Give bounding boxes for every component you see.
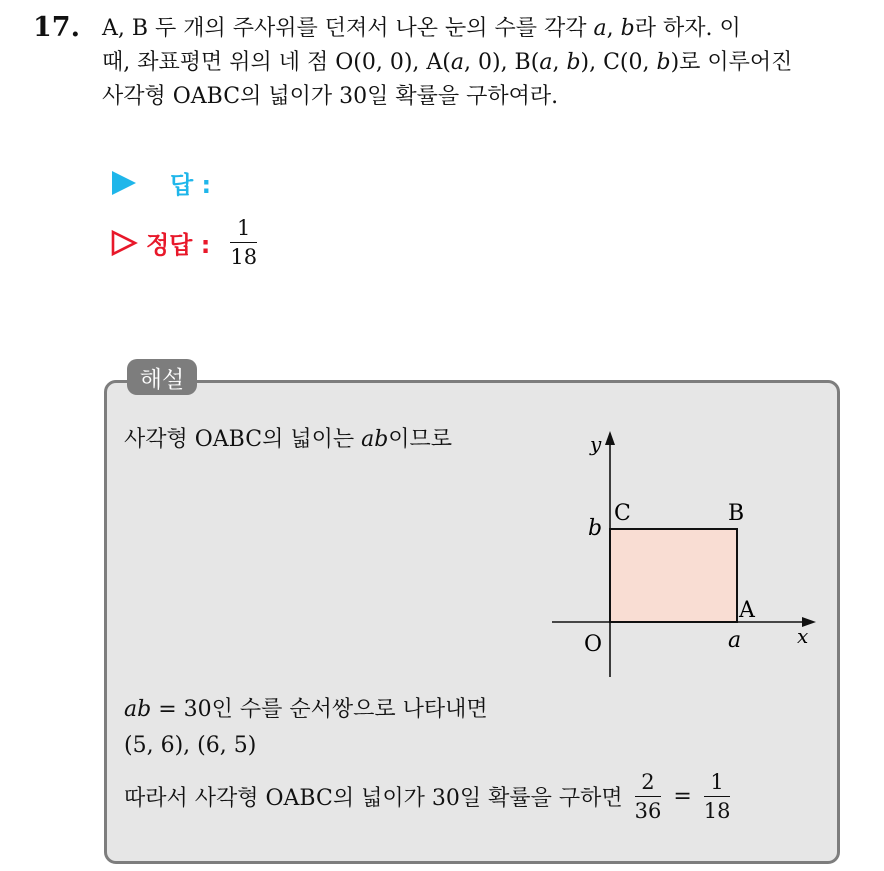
y-axis-label: y	[590, 432, 602, 456]
fraction-denominator: 18	[230, 245, 258, 269]
coordinate-graph	[540, 425, 830, 680]
answer-label: 답 :	[170, 171, 212, 199]
point-b-label: B	[728, 501, 745, 526]
y-axis-arrow-icon	[605, 431, 615, 445]
play-arrow-icon	[110, 169, 138, 197]
x-axis-label: x	[797, 624, 809, 648]
solution-line-3: (5, 6), (6, 5)	[124, 733, 257, 758]
point-c-label: C	[614, 501, 631, 526]
correct-answer-fraction	[230, 216, 257, 269]
fraction-numerator: 1	[237, 216, 251, 240]
solution-line-4: 따라서 사각형 OABC의 넓이가 30일 확률을 구하면 $\frac{2}{36}$ = $\frac{1}{18}$	[124, 770, 731, 823]
origin-label: O	[584, 632, 603, 657]
a-label: a	[728, 628, 742, 653]
b-label: b	[588, 516, 603, 541]
solution-line-2: ab = 30인 수를 순서쌍으로 나타내면	[124, 697, 488, 722]
question-text	[102, 12, 872, 114]
solution-line-1: 사각형 OABC의 넓이는 ab이므로	[124, 427, 453, 452]
probability-fraction-2: $\frac{1}{18}$	[703, 770, 731, 823]
answer-row	[110, 165, 211, 200]
question-line-3: 사각형 OABC의 넓이가 30일 확률을 구하여라.	[102, 84, 559, 109]
play-arrow-outline-icon	[110, 229, 138, 257]
question-line-2: 때, 좌표평면 위의 네 점 O(0, 0), A(a, 0), B(a, b), C(0, b)로 이루어진	[102, 50, 793, 75]
point-a-label: A	[739, 598, 755, 623]
question-line-1: A, B 두 개의 주사위를 던져서 나온 눈의 수를 각각 a, b라 하자. 이	[102, 16, 741, 41]
rectangle-oabc	[610, 529, 737, 622]
solution-tab: 해설	[127, 359, 197, 395]
correct-answer-row	[110, 216, 257, 269]
probability-fraction-1: $\frac{2}{36}$	[634, 770, 662, 823]
correct-answer-label: 정답 :	[146, 231, 211, 259]
fraction-bar	[230, 242, 257, 243]
question-number: 17.	[33, 12, 80, 43]
equals-sign: =	[673, 784, 692, 809]
